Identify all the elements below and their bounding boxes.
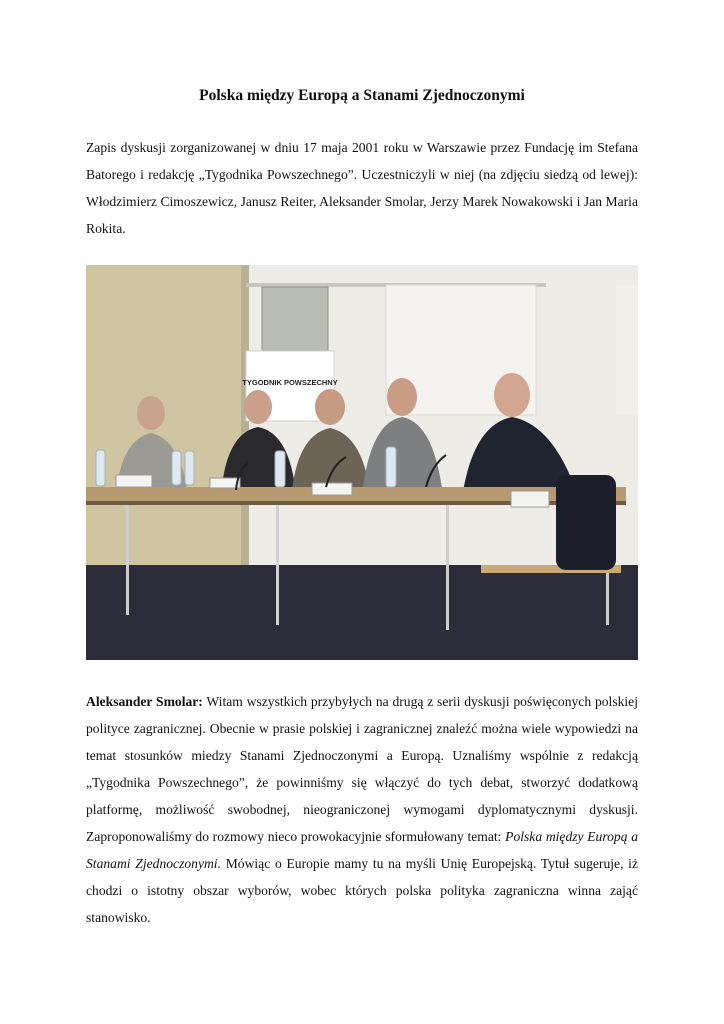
speech-paragraph	[86, 688, 638, 931]
intro-paragraph: Zapis dyskusji zorganizowanej w dniu 17 maja 2001 roku w Warszawie przez Fundację im Stefana Batorego i redakcję „Tygodnika Powszechnego”. Uczestniczyli w niej (na zdjęciu siedzą od lewej): Włodzimierz Cimoszewicz, Janusz Reiter, Aleksander Smolar, Jerzy Marek Nowakowski i Jan Maria Rokita.	[86, 140, 638, 236]
speech-text-2: Mówiąc o Europie mamy tu na myśli Unię Europejską. Tytuł sugeruje, iż chodzi o istotny obszar wyborów, wobec których polska polityka zagraniczna winna zająć stanowisko.	[86, 856, 638, 925]
speech-text-1: Witam wszystkich przybyłych na drugą z serii dyskusji poświęconych polskiej polityce zagranicznej. Obecnie w prasie polskiej i zagranicznej znaleźć można wiele wypowiedzi na temat stosunków miedzy Stanami Zjednoczonymi a Europą. Uznaliśmy wspólnie z redakcją „Tygodnika Powszechnego”, że powinniśmy się włączyć do tych debat, stworzyć dodatkową platformę, możliwość swobodnej, nieograniczonej wymogami dyplomatycznymi dyskusji. Zaproponowaliśmy do rozmowy nieco prowokacyjnie sformułowany temat:	[86, 694, 638, 844]
document-title: Polska między Europą a Stanami Zjednoczonymi	[199, 87, 525, 104]
panel-photo	[86, 265, 638, 660]
speaker-name: Aleksander Smolar:	[86, 694, 203, 709]
banner-text: TYGODNIK POWSZECHNY	[242, 378, 338, 387]
speech-italic-title: Polska między Europą a Stanami Zjednoczonymi.	[86, 829, 639, 871]
